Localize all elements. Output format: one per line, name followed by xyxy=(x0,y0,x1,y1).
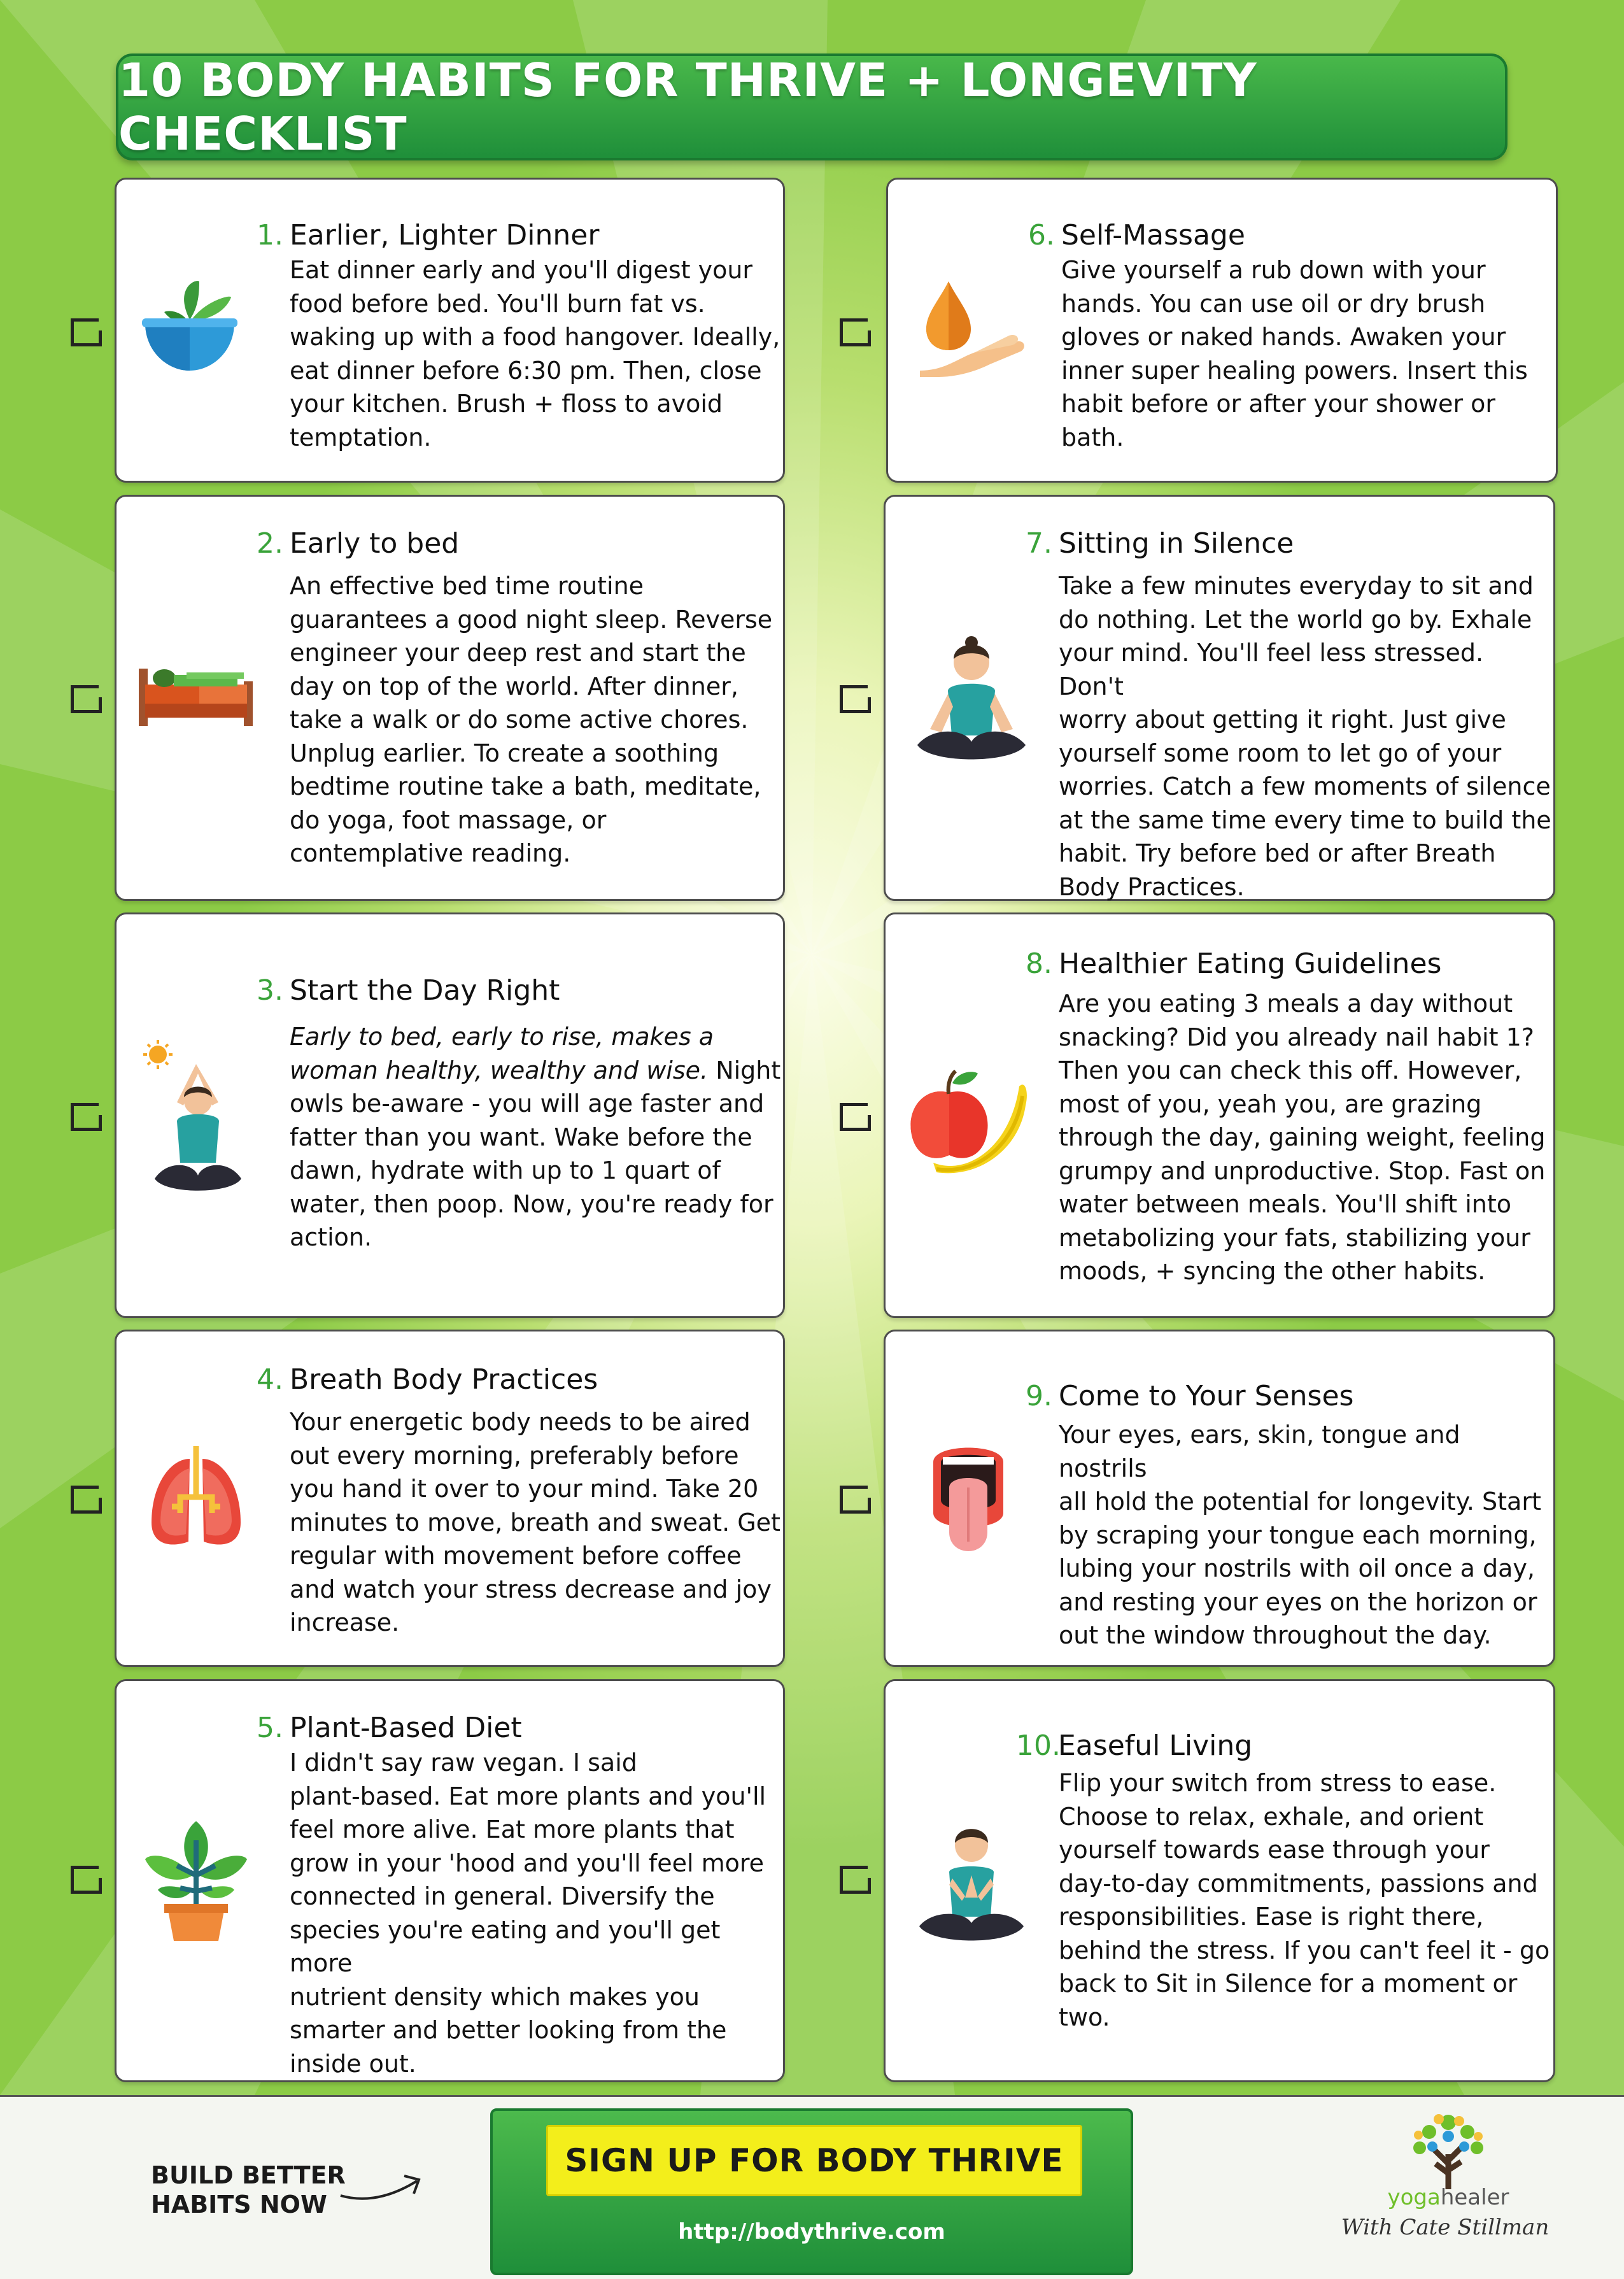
signup-url-link[interactable]: http://bodythrive.com xyxy=(678,2219,945,2245)
habit-number: 9. xyxy=(1026,1380,1052,1412)
habit-number: 10. xyxy=(1016,1729,1061,1762)
habit-card-7 xyxy=(884,495,1555,901)
habit-description: An effective bed time routine guarantees a good night sleep. Reverse engineer your deep rest and start the day on top of the world. After dinner, take a walk or do some active chores. Unplug earlier. To create a soothing bedtime routine take a bath, meditate, do yoga, foot massage, or contemplative reading. xyxy=(290,572,773,867)
habit-title: Breath Body Practices xyxy=(290,1363,598,1396)
habit-4-checkbox[interactable] xyxy=(71,1486,99,1514)
habit-title: Start the Day Right xyxy=(290,974,560,1007)
sunrise-yoga-icon xyxy=(142,1039,250,1204)
build-habits-text: BUILD BETTER HABITS NOW xyxy=(151,2161,346,2219)
habit-description: I didn't say raw vegan. I said plant-based. Eat more plants and you'll feel more alive. Eat more plants that grow in your 'hood and you'll feel more connected in general. Diversify the species you're eating and you'll get more nutrient density which makes you smarter and better looking from the inside out. xyxy=(290,1749,766,2078)
habit-description: Your eyes, ears, skin, tongue and nostrils all hold the potential for longevity. Start by scraping your tongue each morning, lubing your nostrils with oil once a day, and resting your eyes on the horizon or out the window throughout the day. xyxy=(1059,1421,1541,1649)
habit-title: Healthier Eating Guidelines xyxy=(1059,948,1442,980)
habit-6-checkbox[interactable] xyxy=(840,318,868,346)
habit-card-3 xyxy=(115,912,785,1318)
habit-title: Plant-Based Diet xyxy=(290,1712,522,1744)
habit-number: 5. xyxy=(257,1712,283,1744)
habit-number: 4. xyxy=(257,1363,283,1396)
habit-title: Earlier, Lighter Dinner xyxy=(290,219,600,252)
habit-card-6 xyxy=(886,178,1558,483)
oil-drop-hand-icon xyxy=(914,275,1028,383)
habit-number: 1. xyxy=(257,219,283,252)
mouth-tongue-icon xyxy=(927,1437,1010,1564)
bowl-icon xyxy=(136,275,244,377)
habit-card-10 xyxy=(884,1679,1555,2082)
habit-title: Early to bed xyxy=(290,527,460,560)
habit-2-checkbox[interactable] xyxy=(71,685,99,713)
habit-8-checkbox[interactable] xyxy=(840,1103,868,1131)
habit-title: Self-Massage xyxy=(1061,219,1245,252)
habit-card-5 xyxy=(115,1679,785,2082)
habit-number: 8. xyxy=(1026,948,1052,980)
habit-description: Your energetic body needs to be aired out every morning, preferably before you hand it over to your mind. Take 20 minutes to move, breath and sweat. Get regular with movement before coffee and watch your stress decrease and joy increase. xyxy=(290,1408,780,1636)
habit-number: 3. xyxy=(257,974,283,1007)
habit-description: Eat dinner early and you'll digest your food before bed. You'll burn fat vs. waking up with a food hangover. Ideally, eat dinner before 6:30 pm. Then, close your kitchen. Brush + floss to avoid temptation. xyxy=(290,256,780,451)
habit-title: Easeful Living xyxy=(1058,1729,1253,1762)
habit-description: Early to bed, early to rise, makes a woman healthy, wealthy and wise. Night owls be-aware - you will age faster and fatter than you want. Wake before the dawn, hydrate with up to 1 quart of water, then poop. Now, you're ready for action. xyxy=(290,1023,781,1251)
lungs-icon xyxy=(145,1446,247,1554)
yogahealer-wordmark: yogahealer xyxy=(1387,2185,1509,2210)
habit-title: Come to Your Senses xyxy=(1059,1380,1354,1412)
yogahealer-tree-logo xyxy=(1401,2110,1496,2192)
prayer-meditation-icon xyxy=(914,1821,1029,1949)
habit-card-8 xyxy=(884,912,1555,1318)
habit-3-checkbox[interactable] xyxy=(71,1103,99,1131)
habit-1-checkbox[interactable] xyxy=(71,318,99,346)
habit-title: Sitting in Silence xyxy=(1059,527,1294,560)
habit-7-checkbox[interactable] xyxy=(840,685,868,713)
bed-icon xyxy=(136,650,257,726)
apple-banana-icon xyxy=(908,1067,1029,1175)
signup-panel xyxy=(490,2108,1133,2275)
habit-description: Give yourself a rub down with your hands. You can use oil or dry brush gloves or naked hands. Awaken your inner super healing powers. Insert this habit before or after your shower or bath. xyxy=(1061,256,1528,451)
habit-card-9 xyxy=(884,1330,1555,1667)
habit-5-checkbox[interactable] xyxy=(71,1866,99,1894)
habit-card-2 xyxy=(115,495,785,901)
meditation-icon xyxy=(911,634,1032,767)
habit-number: 6. xyxy=(1028,219,1055,252)
habit-description: Are you eating 3 meals a day without snacking? Did you already nail habit 1? Then you can check this off. However, most of you, yeah you, are grazing through the day, gaining weight, feeling grumpy and unproductive. Stop. Fast on water between meals. You'll shift into metabolizing your fats, stabilizing your moods, + syncing the other habits. xyxy=(1059,990,1546,1285)
logo-subtitle: With Cate Stillman xyxy=(1341,2215,1550,2240)
habit-number: 7. xyxy=(1026,527,1052,560)
habit-description: Flip your switch from stress to ease. Choose to relax, exhale, and orient yourself towards ease through your day-to-day commitments, passions and responsibilities. Ease is right there, behind the stress. If you can't feel it - go back to Sit in Silence for a moment or two. xyxy=(1059,1769,1550,2031)
habit-card-4 xyxy=(115,1330,785,1667)
habit-description: Take a few minutes everyday to sit and do nothing. Let the world go by. Exhale your mind. You'll feel less stressed. Don't worry about getting it right. Just give yourself some room to let go of your worries. Catch a few moments of silence at the same time every time to build the habit. Try before bed or after Breath Body Practices. xyxy=(1059,572,1551,901)
habit-9-checkbox[interactable] xyxy=(840,1486,868,1514)
habit-card-1 xyxy=(115,178,785,483)
arrow-right-icon xyxy=(337,2167,427,2205)
habit-10-checkbox[interactable] xyxy=(840,1866,868,1894)
page-title: 10 BODY HABITS FOR THRIVE + LONGEVITY CHECKLIST xyxy=(118,53,1257,160)
habit-number: 2. xyxy=(257,527,283,560)
page-header xyxy=(116,53,1507,160)
footer xyxy=(0,2095,1624,2279)
plant-icon xyxy=(142,1815,250,1942)
signup-button[interactable]: SIGN UP FOR BODY THRIVE xyxy=(546,2125,1082,2196)
